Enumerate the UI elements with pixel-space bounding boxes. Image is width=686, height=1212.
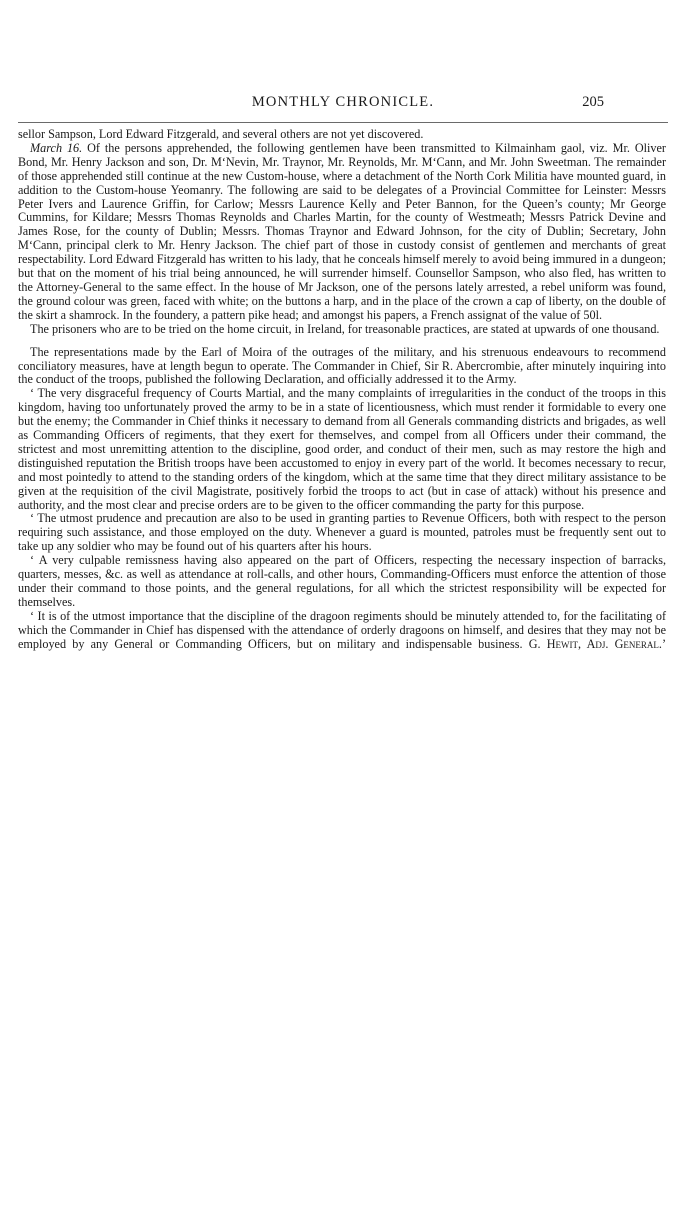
paragraph-continuation: [18, 128, 666, 142]
paragraph-declaration-3: [18, 554, 666, 610]
dateline: March 16.: [30, 140, 83, 155]
paragraph-declaration-2: [18, 512, 666, 554]
signature: G. Hewit, Adj. General.’: [528, 636, 666, 651]
paragraph-text: The prisoners who are to be tried on the home circuit, in Ireland, for treasonable practices, are stated at upwards of one thousand.: [30, 321, 660, 336]
paragraph-text: ‘ It is of the utmost importance that the discipline of the dragoon regiments should be minutely attended to, for the facilitating of which the Commander in Chief has dispensed with the attendance of orderly dragoons on himself, and desires that they may not be employed by any General or Commanding Officers, but on military and indispensable business.: [18, 608, 666, 651]
running-head: MONTHLY CHRONICLE.: [251, 94, 435, 110]
paragraph-earl-of-moira: [18, 346, 666, 388]
paragraph-text: ‘ The very disgraceful frequency of Courts Martial, and the many complaints of irregularities in the conduct of the troops in this kingdom, having too unfortunately proved the army to be in a state of licentiousness, which must render it formidable to every one but the enemy; the Commander in Chief thinks it necessary to demand from all Generals commanding districts and brigades, as well as Commanding Officers of regiments, that they exert for themselves, and compel from all Officers under their command, the strictest and most unremitting attention to the discipline, good order, and conduct of their men, such as may restore the high and distinguished reputation the British troops have been accustomed to enjoy in every part of the world. It becomes necessary to recur, and most pointedly to attend to the standing orders of the kingdom, which at the same time that they direct military assistance to be given at the requisition of the civil Magistrate, positively forbid the troops to act (but in case of attack) without his presence and authority, and the most clear and precise orders are to be given to the officer commanding the party for this purpose.: [18, 386, 666, 512]
paragraph-text: ‘ The utmost prudence and precaution are also to be used in granting parties to Revenue Officers, both with respect to the person requiring such assistance, and those employed on the duty. Whenever a guard is mounted, patroles must be frequently sent out to take up any soldier who may be found out of his quarters after his hours.: [18, 511, 666, 554]
paragraph-text: The representations made by the Earl of Moira of the outrages of the military, and his strenuous endeavours to recommend conciliatory measures, have at length begun to operate. The Commander in Chief, Sir R. Abercrombie, after minutely inquiring into the conduct of the troops, published the following Declaration, and officially addressed it to the Army.: [18, 344, 666, 387]
page-number: 205: [582, 94, 604, 110]
paragraph-text: ‘ A very culpable remissness having also appeared on the part of Officers, respecting the necessary inspection of barracks, quarters, messes, &c. as well as attendance at roll-calls, and other hours, Commanding-Officers must enforce the attention of those under their command to those points, and the general regulations, for all which the strictest responsibility will be expected for themselves.: [18, 553, 666, 609]
paragraph-text: sellor Sampson, Lord Edward Fitzgerald, and several others are not yet discovered.: [18, 127, 424, 141]
paragraph-text: Of the persons apprehended, the following gentlemen have been transmitted to Kilmainham gaol, viz. Mr. Oliver Bond, Mr. Henry Jackson and son, Dr. M‘Nevin, Mr. Traynor, Mr. Reynolds, Mr. M‘Cann, and Mr. John Sweetman. The remainder of those apprehended still continue at the new Custom-house, where a detachment of the North Cork Militia have mounted guard, in addition to the Custom-house Yeomanry. The following are said to be delegates of a Provincial Committee for Leinster: Messrs Peter Ivers and Laurence Griffin, for Carlow; Messrs Laurence Kelly and Peter Bannon, for the Queen’s county; Mr George Cummins, for Kildare; Messrs Thomas Reynolds and Charles Martin, for the county of Westmeath; Messrs Patrick Devine and James Rose, for the county of Dublin; Messrs. Thomas Traynor and Edward Johnson, for the city of Dublin; Secretary, John M‘Cann, principal clerk to Mr. Henry Jackson. The chief part of those in custody consist of gentlemen and merchants of great respectability. Lord Edward Fitzgerald has written to his lady, that he conceals himself merely to avoid being immured in a dungeon; but that on the moment of his trial being announced, he will surrender himself. Counsellor Sampson, who also fled, has written to the Attorney-General to the same effect. In the house of Mr Jackson, one of the persons lately arrested, a rebel uniform was found, the ground colour was green, faced with white; on the buttons a harp, and in the place of the crown a cap of liberty, on the double of the skirt a shamrock. In the foundery, a pattern pike head; and amongst his papers, a French assignat of the value of 50l.: [18, 140, 666, 322]
header-rule: [18, 122, 668, 123]
paragraph-prisoners: [18, 323, 666, 337]
page-header: [0, 94, 686, 114]
paragraph-march-16: [18, 142, 666, 323]
article-body: [18, 128, 666, 652]
paragraph-declaration-1: [18, 387, 666, 512]
paragraph-declaration-4: [18, 610, 666, 652]
